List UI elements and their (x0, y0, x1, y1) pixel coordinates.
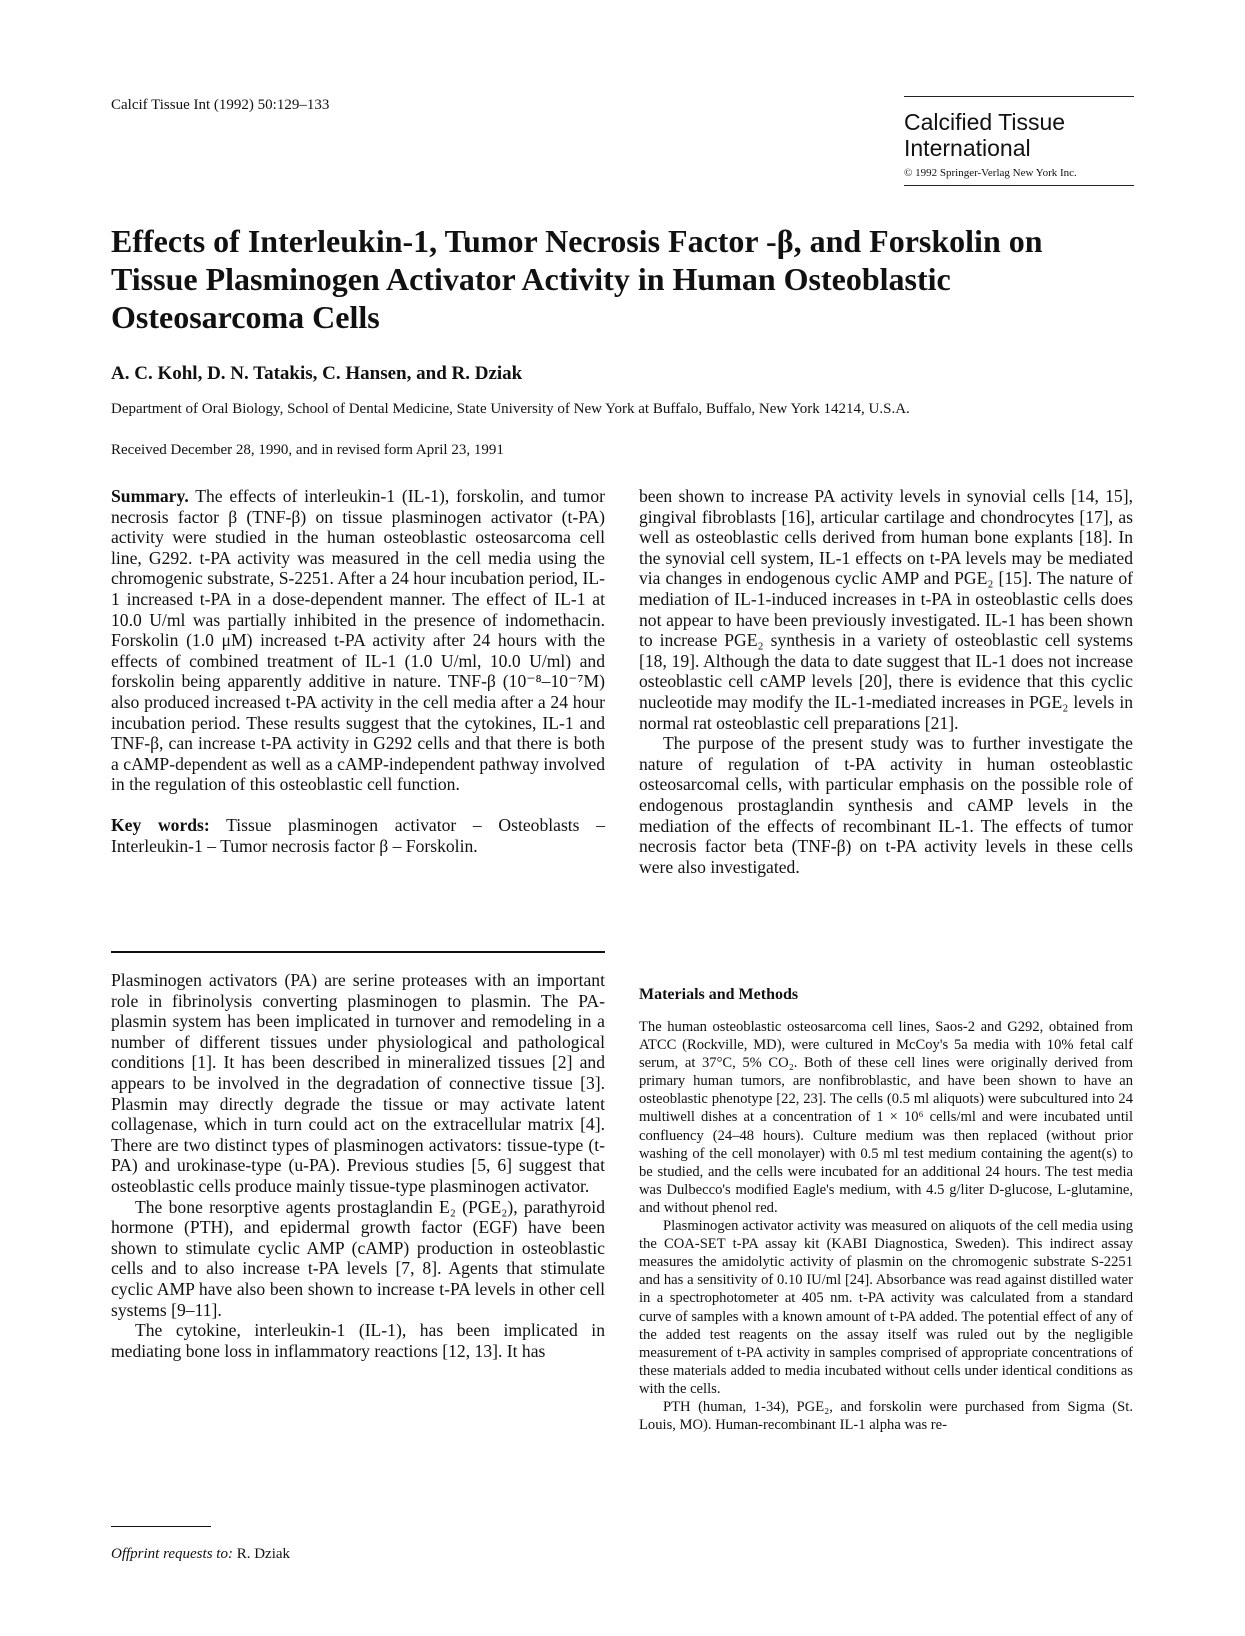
right-paragraph-2: The purpose of the present study was to further investigate the nature of regulation of t-PA activity in human osteoblastic osteosarcomal cells, with particular emphasis on the possible role of endogenous prostaglandin synthesis and cAMP levels in the mediation of the effects of recombinant IL-1. The effects of tumor necrosis factor beta (TNF-β) on t-PA activity levels in these cells were also investigated. (639, 733, 1133, 877)
journal-name-line1: Calcified Tissue (904, 109, 1066, 135)
keywords-text: Tissue plasminogen activator – Osteoblasts – Interleukin-1 – Tumor necrosis factor β – Forskolin. (111, 814, 605, 856)
methods-block (639, 986, 1133, 1434)
intro-paragraph-1: Plasminogen activators (PA) are serine proteases with an important role in fibrinolysis converting plasminogen to plasmin. The PA-plasmin system has been implicated in turnover and remodeling in a number of different tissues under physiological and pathological conditions [1]. It has been described in mineralized tissues [2] and appears to be involved in the degradation of connective tissue [3]. Plasmin may directly degrade the tissue or may activate latent collagenase, which in turn could act on the extracellular matrix [4]. There are two distinct types of plasminogen activators: tissue-type (t-PA) and urokinase-type (u-PA). Previous studies [5, 6] suggest that osteoblastic cells produce mainly tissue-type plasminogen activator. (111, 970, 605, 1196)
methods-paragraph-3: PTH (human, 1-34), PGE₂, and forskolin were purchased from Sigma (St. Louis, MO). Human-recombinant IL-1 alpha was re- (639, 1398, 1133, 1434)
keywords-label: Key words: (111, 814, 210, 835)
methods-heading: Materials and Methods (639, 986, 799, 1003)
methods-paragraph-2: Plasminogen activator activity was measured on aliquots of the cell media using the COA-SET t-PA assay kit (KABI Diagnostica, Sweden). This indirect assay measures the amidolytic activity of plasmin on the chromogenic substrate S-2251 and has a sensitivity of 0.10 IU/ml [24]. Absorbance was read against distilled water in a spectrophotometer at 405 nm. t-PA activity was calculated from a standard curve of samples with a known amount of t-PA added. The potential effect of any of the added test reagents on the assay itself was ruled out by the negligible measurement of t-PA activity in samples comprised of appropriate concentrations of these materials added to media incubated without cells under identical conditions as with the cells. (639, 1218, 1133, 1397)
journal-name-line2: International (904, 135, 1031, 161)
summary-text: The effects of interleukin-1 (IL-1), forskolin, and tumor necrosis factor β (TNF-β) on tissue plasminogen activator (t-PA) activity were studied in the human osteoblastic osteosarcoma cell line, G292. t-PA activity was measured in the cell media using the chromogenic substrate, S-2251. After a 24 hour incubation period, IL-1 increased t-PA in a dose-dependent manner. The effect of IL-1 at 10.0 U/ml was partially inhibited in the presence of indomethacin. Forskolin (1.0 μM) increased t-PA activity after 24 hours with the effects of combined treatment of IL-1 (1.0 U/ml, 10.0 U/ml) and forskolin being apparently additive in nature. TNF-β (10⁻⁸–10⁻⁷M) also produced increased t-PA activity in the cell media after a 24 hour incubation period. These results suggest that the cytokines, IL-1 and TNF-β, can increase t-PA activity in G292 cells and that there is both a cAMP-dependent as well as a cAMP-independent pathway involved in the regulation of this osteoblastic cell function. (111, 486, 605, 795)
article-authors: A. C. Kohl, D. N. Tatakis, C. Hansen, and R. Dziak (111, 363, 523, 384)
offprint-note (111, 1546, 290, 1563)
received-date: Received December 28, 1990, and in revised form April 23, 1991 (111, 442, 504, 458)
article-title: Effects of Interleukin-1, Tumor Necrosis Factor -β, and Forskolin on Tissue Plasminogen Activator Activity in Human Osteoblastic Osteosarcoma Cells (111, 223, 1043, 335)
right-paragraph-1: been shown to increase PA activity levels in synovial cells [14, 15], gingival fibroblasts [16], articular cartilage and chondrocytes [17], as well as osteoblastic cells derived from human bone explants [18]. In the synovial cell system, IL-1 effects on t-PA levels may be mediated via changes in endogenous cyclic AMP and PGE₂ [15]. The nature of mediation of IL-1-induced increases in t-PA in osteoblastic cells does not appear to have been previously investigated. IL-1 has been shown to increase PGE₂ synthesis in a variety of osteoblastic cell systems [18, 19]. Although the data to date suggest that IL-1 does not increase osteoblastic cell cAMP levels [20], there is evidence that this cyclic nucleotide may modify the IL-1-mediated increases in PGE₂ levels in normal rat osteoblastic cell preparations [21]. (639, 486, 1133, 733)
intro-continued-block (639, 486, 1133, 877)
journal-brand (904, 96, 1134, 186)
intro-paragraph-3: The cytokine, interleukin-1 (IL-1), has been implicated in mediating bone loss in inflammatory reactions [12, 13]. It has (111, 1320, 605, 1361)
author-affiliation: Department of Oral Biology, School of Dental Medicine, State University of New York at Buffalo, Buffalo, New York 14214, U.S.A. (111, 401, 910, 417)
methods-paragraph-1: The human osteoblastic osteosarcoma cell lines, Saos-2 and G292, obtained from ATCC (Rockville, MD), were cultured in McCoy's 5a media with 10% fetal calf serum, at 37°C, 5% CO₂. Both of these cell lines were originally derived from primary human tumors, are nonfibroblastic, and have been shown to have an osteoblastic phenotype [22, 23]. The cells (0.5 ml aliquots) were subcultured into 24 multiwell dishes at a concentration of 1 × 10⁶ cells/ml and were incubated until confluency (24–48 hours). Culture medium was then replaced (without prior washing of the cell monolayer) with 0.5 ml test medium containing the agent(s) to be studied, and the cells were incubated for an additional 24 hours. The test media was Dulbecco's modified Eagle's medium, with 4.5 g/liter D-glucose, L-glutamine, and without phenol red. (639, 1019, 1133, 1216)
journal-reference: Calcif Tissue Int (1992) 50:129–133 (111, 97, 330, 113)
footnote-divider (111, 1526, 211, 1527)
keywords-paragraph (111, 815, 605, 856)
copyright-notice: © 1992 Springer-Verlag New York Inc. (904, 167, 1134, 186)
introduction-block (111, 970, 605, 1361)
offprint-label: Offprint requests to: (111, 1546, 233, 1562)
summary-label: Summary. (111, 486, 189, 506)
abstract-divider (111, 951, 605, 953)
abstract-block (111, 486, 605, 856)
intro-paragraph-2: The bone resorptive agents prostaglandin E₂ (PGE₂), parathyroid hormone (PTH), and epidermal growth factor (EGF) have been shown to stimulate cyclic AMP (cAMP) production in osteoblastic cells and to also increase t-PA levels [7, 8]. Agents that stimulate cyclic AMP have also been shown to increase t-PA levels in other cell systems [9–11]. (111, 1196, 605, 1320)
summary-paragraph (111, 486, 605, 795)
offprint-name: R. Dziak (236, 1546, 291, 1562)
